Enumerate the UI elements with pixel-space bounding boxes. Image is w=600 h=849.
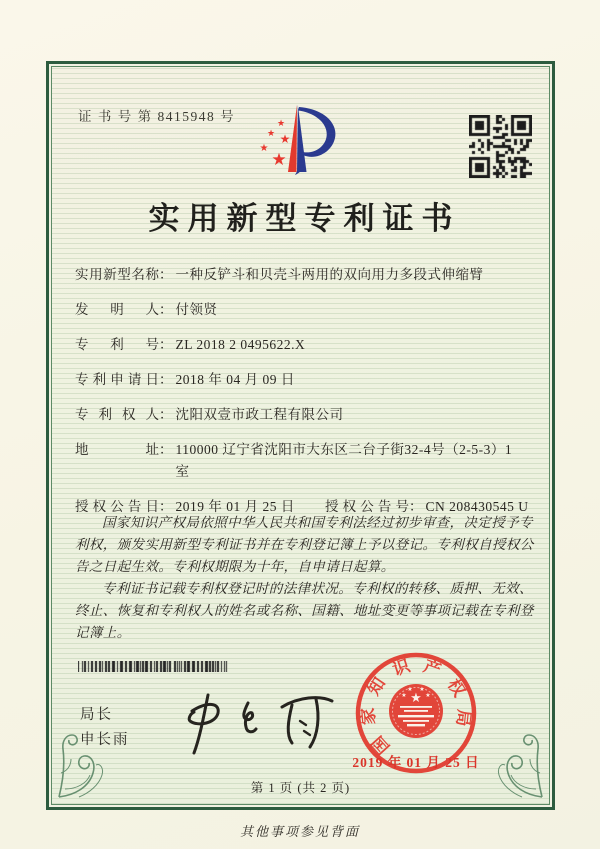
legal-paragraph: 专利证书记载专利权登记时的法律状况。专利权的转移、质押、无效、终止、恢复和专利权人的姓名或名称、国籍、地址变更等事项记载在专利登记簿上。: [75, 581, 534, 640]
page-number: 第 1 页 (共 2 页): [250, 781, 351, 795]
svg-text:家: 家: [358, 707, 379, 726]
field-label: 授权公告号: [325, 499, 409, 514]
svg-text:识: 识: [390, 656, 413, 680]
svg-text:★: ★: [425, 693, 431, 699]
barcode-icon: [78, 661, 230, 672]
national-emblem-icon: [389, 684, 443, 738]
field-label: 专利号: [75, 337, 159, 352]
certificate-number: 证 书 号 第 8415948 号: [78, 109, 236, 124]
field-grant-date: 授权公告日： 2019 年 01 月 25 日: [75, 496, 325, 518]
svg-text:国: 国: [367, 732, 394, 758]
field-row-patent-number: 专利号： ZL 2018 2 0495622.X: [75, 334, 539, 356]
certificate-body: [51, 66, 550, 805]
reverse-side-note: 其他事项参见背面: [239, 824, 360, 839]
field-label: 实用新型名称: [75, 267, 159, 282]
svg-text:权: 权: [443, 675, 469, 701]
field-row-patentee: 专利权人： 沈阳双壹市政工程有限公司: [75, 404, 539, 426]
certificate-fields: [75, 264, 539, 531]
field-label: 专利申请日: [75, 372, 159, 387]
svg-text:★: ★: [401, 693, 407, 699]
svg-text:★: ★: [419, 687, 425, 693]
field-row-filing-date: 专利申请日： 2018 年 04 月 09 日: [75, 369, 539, 391]
field-value: 110000 辽宁省沈阳市大东区二台子街32-4号（2-5-3）1室: [175, 442, 513, 479]
svg-text:局: 局: [452, 708, 474, 728]
seal-date: 2019 年 01 月 25 日: [352, 755, 480, 770]
field-value: CN 208430545 U: [425, 499, 529, 514]
field-row-inventor: 发明人： 付领贤: [75, 299, 539, 321]
field-label: 专利权人: [75, 407, 159, 422]
field-value: 2018 年 04 月 09 日: [175, 372, 295, 387]
field-value: ZL 2018 2 0495622.X: [175, 337, 306, 352]
certificate-title: 实用新型专利证书: [148, 201, 461, 236]
field-grant-number: 授权公告号： CN 208430545 U: [325, 496, 529, 518]
field-label: 授权公告日: [75, 499, 159, 514]
svg-text:产: 产: [421, 656, 444, 681]
svg-text:★: ★: [407, 687, 413, 693]
legal-paragraph: 国家知识产权局依照中华人民共和国专利法经过初步审查，决定授予专利权，颁发实用新型专利证书并在专利登记簿上予以登记。专利权自授权公告之日起生效。专利权期限为十年，自申请日起算。: [75, 515, 534, 574]
logo-star-icon: ★: [266, 128, 276, 138]
legal-text: [75, 512, 541, 644]
field-label: 发明人: [75, 302, 159, 317]
officer-name: 申长雨: [80, 732, 130, 748]
cnipa-logo-icon: [242, 93, 354, 195]
field-value: 付领贤: [175, 302, 218, 317]
svg-text:★: ★: [410, 690, 422, 705]
logo-star-icon: ★: [259, 143, 269, 154]
field-value: 沈阳双壹市政工程有限公司: [175, 407, 344, 422]
field-label: 地址: [75, 442, 159, 457]
signature-icon: [164, 681, 354, 771]
field-row-address: 地址： 110000 辽宁省沈阳市大东区二台子街32-4号（2-5-3）1室: [75, 439, 539, 483]
field-row-utility-model-name: 实用新型名称： 一种反铲斗和贝壳斗两用的双向用力多段式伸缩臂: [75, 264, 539, 286]
officer-title: 局长: [80, 707, 113, 723]
field-value: 一种反铲斗和贝壳斗两用的双向用力多段式伸缩臂: [175, 267, 484, 282]
qr-code-icon: [467, 113, 533, 179]
certificate-border-frame: [46, 61, 555, 810]
field-value: 2019 年 01 月 25 日: [175, 499, 295, 514]
logo-star-icon: ★: [271, 150, 287, 169]
logo-star-icon: ★: [279, 132, 291, 146]
logo-star-icon: ★: [276, 118, 286, 128]
svg-text:知: 知: [363, 674, 390, 699]
